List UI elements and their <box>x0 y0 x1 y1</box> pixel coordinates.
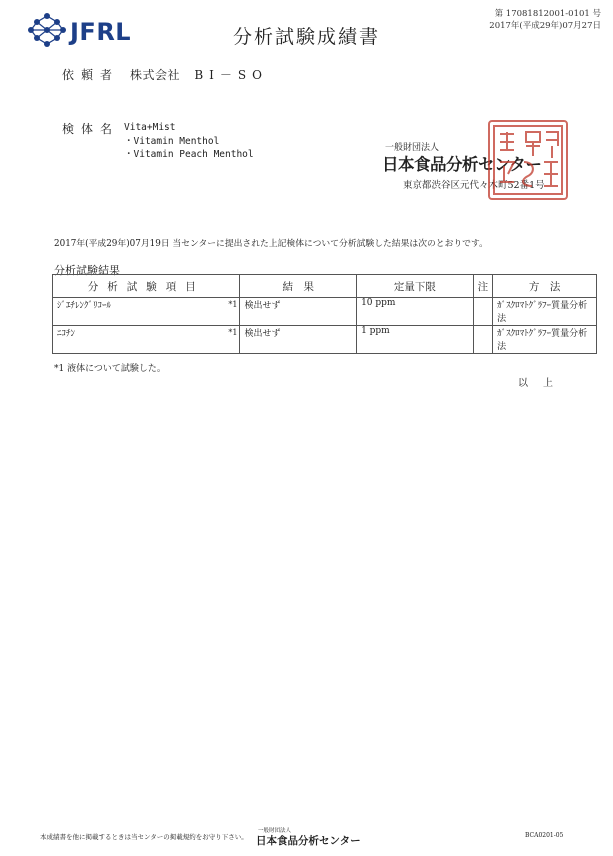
cell-limit: 10 ppm <box>357 298 474 326</box>
cell-note <box>473 326 493 354</box>
cell-note <box>473 298 493 326</box>
intro-text: 2017年(平成29年)07月19日 当センターに提出された上記検体について分析試験した結果は次のとおりです。 <box>54 239 488 249</box>
jfrl-logo <box>26 10 156 50</box>
table-header-row <box>53 275 597 298</box>
sample-list <box>124 121 254 162</box>
official-seal-stamp <box>486 118 570 202</box>
cell-result: 検出せず <box>240 326 357 354</box>
organization-type: 一般財団法人 <box>385 143 440 153</box>
header-note: 注 <box>473 275 493 298</box>
client-label: 依頼者 <box>62 68 120 82</box>
header-result: 結 果 <box>240 275 357 298</box>
item-name: ﾆｺﾁﾝ <box>57 329 76 339</box>
cell-item <box>53 298 240 326</box>
sample-label: 検体名 <box>62 122 120 136</box>
cell-method: ｶﾞｽｸﾛﾏﾄｸﾞﾗﾌｰ質量分析法 <box>493 298 597 326</box>
cell-limit: 1 ppm <box>357 326 474 354</box>
note-mark: *1 <box>228 300 238 309</box>
organization-address: 東京都渋谷区元代々木町52番1号 <box>403 180 545 191</box>
end-mark: 以上 <box>518 378 568 389</box>
table-row <box>53 326 597 354</box>
organization-name: 日本食品分析センター <box>382 155 542 174</box>
header-method: 方 法 <box>493 275 597 298</box>
footer-form-code: BCA0201-05 <box>525 832 564 839</box>
table-row <box>53 298 597 326</box>
item-name: ｼﾞｴﾁﾚﾝｸﾞﾘｺｰﾙ <box>57 301 112 311</box>
client-company-prefix: 株式会社 <box>130 68 181 82</box>
header-limit: 定量下限 <box>357 275 474 298</box>
network-dots-icon <box>26 10 68 50</box>
footnote: *1 液体について試験した。 <box>54 364 166 374</box>
header-item: 分析試験項目 <box>53 275 240 298</box>
results-table <box>52 274 597 354</box>
footer-org-name: 日本食品分析センター <box>256 835 361 847</box>
sample-variant: ・Vitamin Menthol <box>124 135 220 147</box>
report-number: 第 17081812001-0101 号 <box>494 9 601 19</box>
client-value <box>130 66 268 83</box>
footer-notice: 本成績書を他に掲載するときは当センターの掲載規約をお守り下さい。 <box>40 833 248 841</box>
sample-name: Vita+Mist <box>124 122 176 133</box>
logo-text: JFRL <box>70 18 132 46</box>
sample-variant: ・Vitamin Peach Menthol <box>124 149 254 160</box>
section-title: 分析試験結果 <box>54 264 120 277</box>
footer-org-type: 一般財団法人 <box>258 828 292 834</box>
note-mark: *1 <box>228 328 238 337</box>
issue-date: 2017年(平成29年)07月27日 <box>489 21 601 31</box>
cell-result: 検出せず <box>240 298 357 326</box>
cell-item <box>53 326 240 354</box>
client-company-name: BI－SO <box>194 68 268 82</box>
cell-method: ｶﾞｽｸﾛﾏﾄｸﾞﾗﾌｰ質量分析法 <box>493 326 597 354</box>
document-title: 分析試験成績書 <box>233 26 381 48</box>
